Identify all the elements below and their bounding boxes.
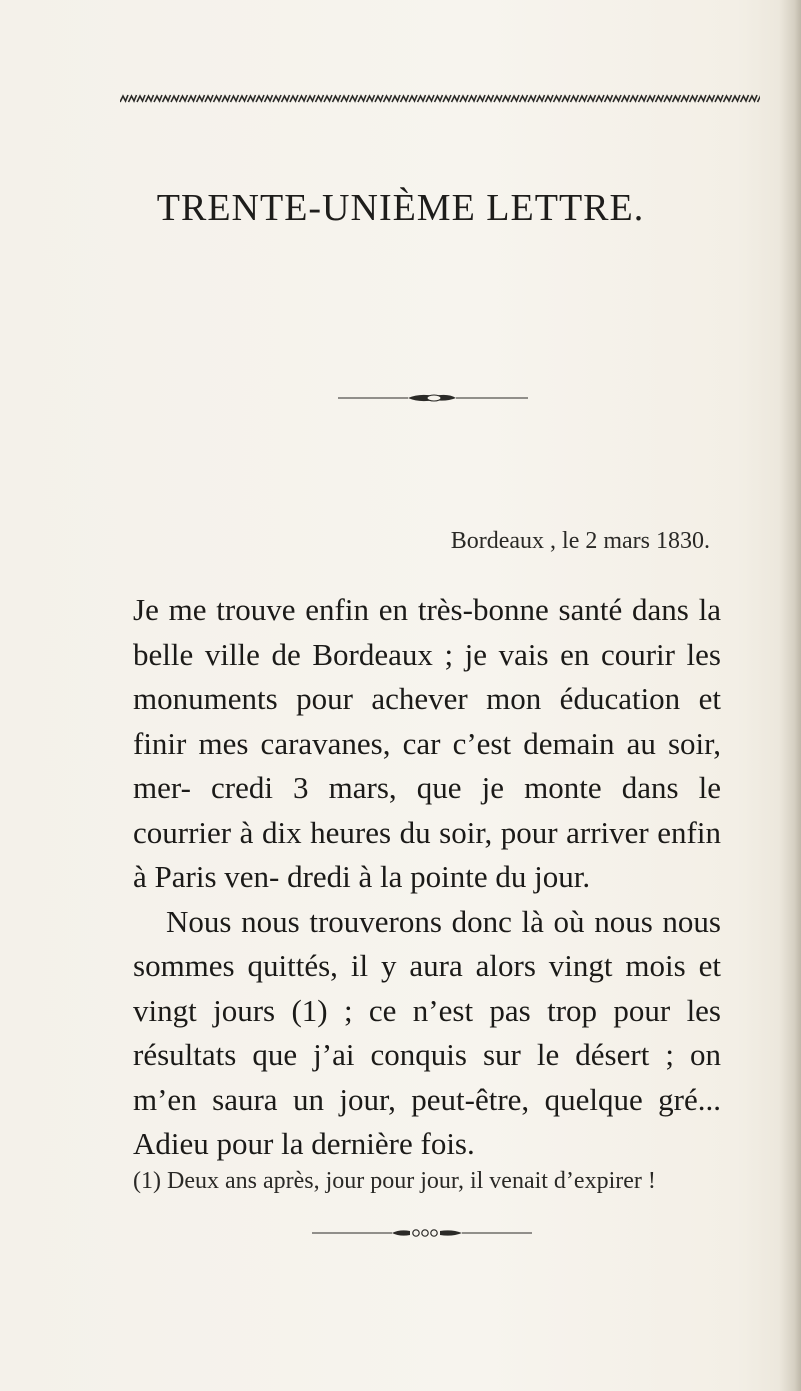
footnote-mark: (1) xyxy=(133,1168,161,1194)
letter-title: TRENTE-UNIÈME LETTRE. xyxy=(156,187,645,229)
letter-dateline: Bordeaux , le 2 mars 1830. xyxy=(450,528,710,554)
end-divider-ornament xyxy=(312,1227,532,1239)
footnote xyxy=(133,1168,733,1195)
top-ornament-rule xyxy=(120,92,760,106)
paragraph-1: Je me trouve enfin en très-bonne santé dans la belle ville de Bordeaux ; je vais en courir les monuments pour achever mon éducation et finir mes caravanes, car c’est demain au soir, mer- credi 3 mars, que je monte dans le courrier à dix heures du soir, pour arriver enfin à Paris ven- dredi à la pointe du jour. xyxy=(133,592,721,894)
footnote-text: Deux ans après, jour pour jour, il venait d’expirer ! xyxy=(166,1168,656,1194)
title-divider-ornament xyxy=(338,392,528,404)
letter-body xyxy=(133,588,721,1167)
paragraph-2: Nous nous trouverons donc là où nous nous sommes quittés, il y aura alors vingt mois et vingt jours (1) ; ce n’est pas trop pour les résultats que j’ai conquis sur le désert ; on m’en saura un jour, peut-être, quelque gré... Adieu pour la dernière fois. xyxy=(133,903,721,1161)
